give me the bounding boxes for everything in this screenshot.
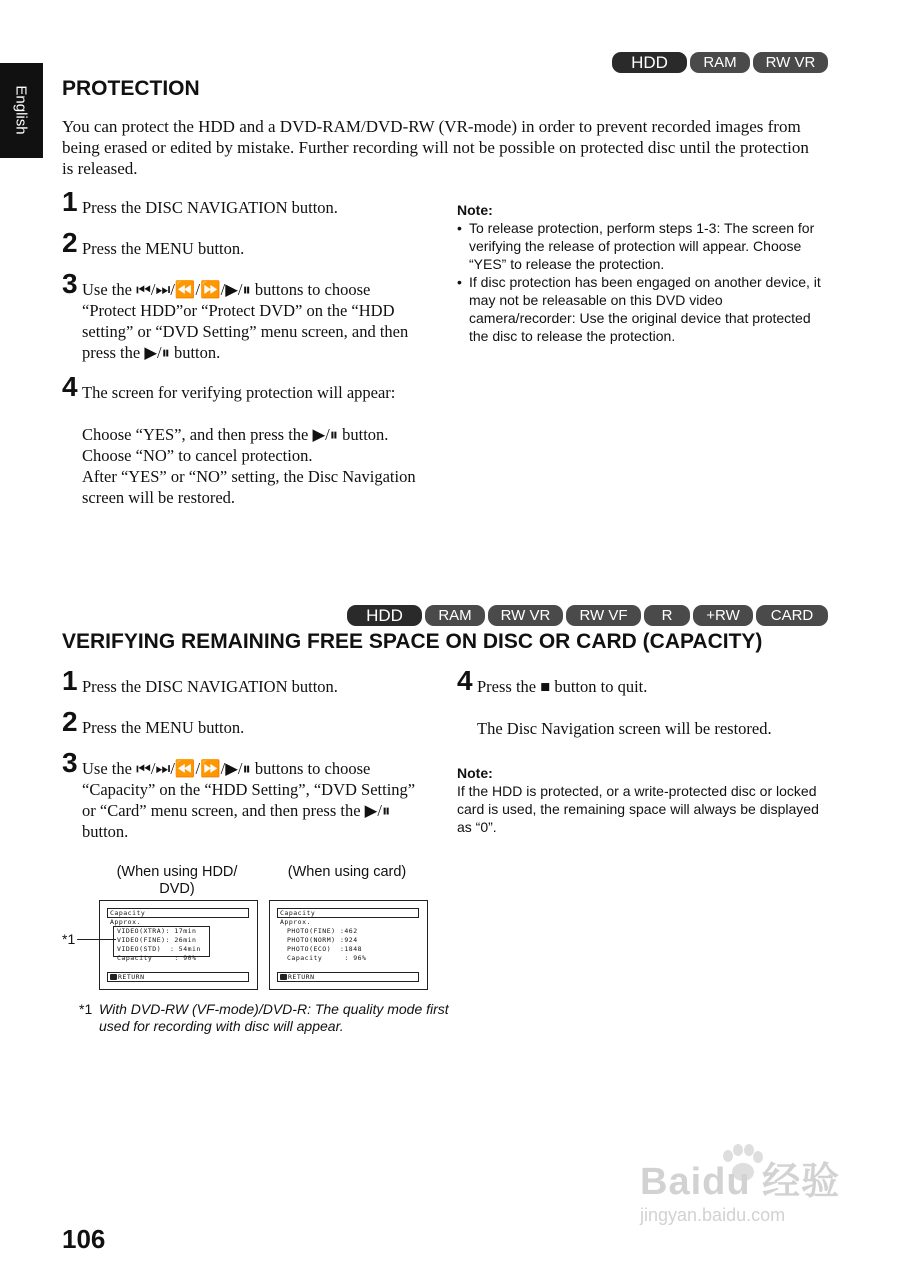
badge-rw-vr: RW VR	[488, 605, 563, 626]
note-heading: Note:	[457, 765, 493, 781]
badge-ram: RAM	[425, 605, 485, 626]
step-number: 4	[457, 665, 473, 696]
watermark-url: jingyan.baidu.com	[640, 1205, 786, 1225]
footnote-marker-label: *1	[62, 931, 76, 947]
footnote-text: With DVD-RW (VF-mode)/DVD-R: The quality mode first used for recording with disc will appear.	[99, 1001, 449, 1034]
screen-return	[277, 972, 419, 982]
protection-step-2	[62, 227, 422, 259]
section-title-protection: PROTECTION	[62, 77, 200, 100]
screen-row: Capacity : 90%	[117, 954, 197, 962]
step-text: Press the DISC NAVIGATION button.	[82, 198, 338, 217]
capacity-step-2	[62, 706, 422, 738]
return-icon	[110, 974, 117, 980]
badge-card: CARD	[756, 605, 828, 626]
protection-intro: You can protect the HDD and a DVD-RAM/DVD-RW (VR-mode) in order to prevent recorded images from being erased or edited by mistake. Further recording will not be possible on protected disc until the protection is released.	[62, 117, 809, 178]
note-list	[457, 219, 827, 345]
watermark	[640, 1150, 840, 1226]
screen-row: PHOTO(FINE) :462	[287, 927, 358, 935]
badge-rw-vf: RW VF	[566, 605, 641, 626]
badge-ram: RAM	[690, 52, 750, 73]
screen-approx: Approx.	[280, 918, 311, 926]
step-number: 3	[62, 747, 78, 778]
step-number: 2	[62, 706, 78, 737]
capacity-note	[457, 764, 832, 836]
section-title-capacity: VERIFYING REMAINING FREE SPACE ON DISC OR CARD (CAPACITY)	[62, 630, 763, 653]
note-bullet: • If disc protection has been engaged on another device, it may not be releasable on this DVD video camera/recorder: Use the original device that protected the disc to release the protection.	[457, 273, 827, 345]
screen-title: Capacity	[277, 908, 419, 918]
return-label: RETURN	[118, 973, 145, 981]
step-number: 1	[62, 186, 78, 217]
screen-row: Capacity : 96%	[287, 954, 367, 962]
step-number: 3	[62, 268, 78, 299]
screen-return	[107, 972, 249, 982]
capacity-step-4	[457, 665, 827, 739]
badge-hdd: HDD	[347, 605, 422, 626]
step-text: Press the MENU button.	[82, 718, 245, 737]
footnote-leader-line	[77, 939, 116, 940]
screen-approx: Approx.	[110, 918, 141, 926]
note-bullet: • To release protection, perform steps 1-3: The screen for verifying the release of protection will appear. Choose “YES” to release the protection.	[457, 219, 827, 273]
screen-row: PHOTO(ECO) :1848	[287, 945, 363, 953]
screen-row: PHOTO(NORM) :924	[287, 936, 358, 944]
footnote	[79, 1001, 449, 1035]
return-icon	[280, 974, 287, 980]
page-number: 106	[62, 1224, 106, 1254]
watermark-brand: Baidu 经验	[640, 1161, 841, 1203]
step-subtext: The Disc Navigation screen will be restored.	[477, 719, 772, 738]
return-label: RETURN	[288, 973, 315, 981]
badge-plus-rw: +RW	[693, 605, 753, 626]
step-text-no: Choose “NO” to cancel protection.	[82, 446, 313, 465]
language-tab	[0, 63, 43, 158]
step-text-restore: After “YES” or “NO” setting, the Disc Navigation screen will be restored.	[82, 467, 416, 507]
step-text: Use the ⏮/⏭/⏪/⏩/▶/⏸ buttons to choose “Capacity” on the “HDD Setting”, “DVD Setting” or “Card” menu screen, and then press the ▶/⏸ button.	[82, 759, 416, 841]
step-text-yes: Choose “YES”, and then press the ▶/⏸ button.	[82, 425, 389, 444]
badge-hdd: HDD	[612, 52, 687, 73]
step-text: Press the DISC NAVIGATION button.	[82, 677, 338, 696]
step-text: Press the ■ button to quit.	[477, 677, 648, 696]
protection-step-4	[62, 371, 422, 508]
protection-step-3	[62, 268, 422, 363]
badge-r: R	[644, 605, 690, 626]
media-badges-capacity	[347, 605, 828, 626]
screen-rows	[110, 927, 201, 963]
step-text: The screen for verifying protection will appear:	[82, 383, 396, 402]
screen-row: VIDEO(XTRA): 17min	[117, 927, 197, 935]
language-tab-label: English	[12, 85, 30, 135]
protection-note	[457, 201, 827, 345]
step-number: 4	[62, 371, 78, 402]
media-badges-protection	[612, 52, 828, 73]
step-text: Press the MENU button.	[82, 239, 245, 258]
screen-title: Capacity	[107, 908, 249, 918]
caption-hdd: (When using HDD/ DVD)	[116, 864, 238, 897]
step-number: 1	[62, 665, 78, 696]
screen-rows	[280, 927, 366, 963]
screen-row: VIDEO(STD) : 54min	[117, 945, 201, 953]
capacity-step-3	[62, 747, 422, 842]
step-number: 2	[62, 227, 78, 258]
footnote-mark: *1	[79, 1001, 93, 1017]
protection-step-1	[62, 186, 422, 218]
step-text: Use the ⏮/⏭/⏪/⏩/▶/⏸ buttons to choose “Protect HDD”or “Protect DVD” on the “HDD setting” or “DVD Setting” menu screen, and then press the ▶/⏸ button.	[82, 280, 409, 362]
note-heading: Note:	[457, 202, 493, 218]
badge-rw-vr: RW VR	[753, 52, 828, 73]
capacity-screen-card	[269, 900, 428, 990]
capacity-screen-hdd	[99, 900, 258, 990]
caption-card: (When using card)	[287, 864, 407, 880]
capacity-step-1	[62, 665, 422, 697]
note-text: If the HDD is protected, or a write-protected disc or locked card is used, the remaining space will always be displayed as “0”.	[457, 783, 819, 835]
screen-row: VIDEO(FINE): 26min	[117, 936, 197, 944]
